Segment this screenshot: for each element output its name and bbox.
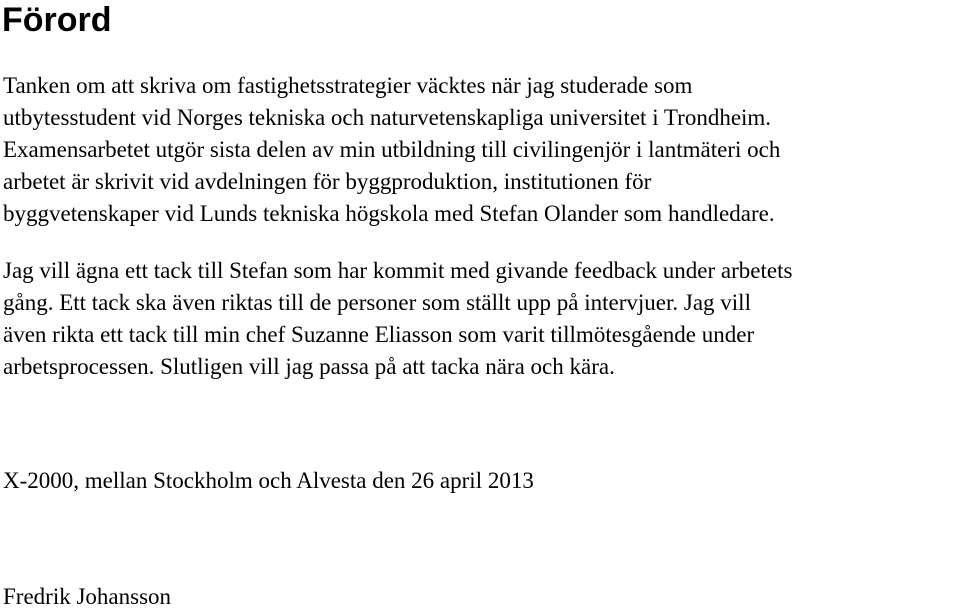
text-line: byggvetenskaper vid Lunds tekniska högskola med Stefan Olander som handledare. — [3, 201, 775, 226]
text-line: gång. Ett tack ska även riktas till de personer som ställt upp på intervjuer. Jag vill — [3, 290, 751, 315]
text-line: arbetsprocessen. Slutligen vill jag passa på att tacka nära och kära. — [3, 354, 615, 379]
text-line: arbetet är skrivit vid avdelningen för byggproduktion, institutionen för — [3, 169, 652, 194]
text-line: utbytesstudent vid Norges tekniska och naturvetenskapliga universitet i Trondheim. — [3, 105, 772, 130]
paragraph-thanks — [3, 255, 792, 383]
paragraph-intro — [3, 70, 780, 230]
text-line: Jag vill ägna ett tack till Stefan som har kommit med givande feedback under arbetets — [3, 258, 793, 283]
text-line: Examensarbetet utgör sista delen av min utbildning till civilingenjör i lantmäteri och — [3, 137, 781, 162]
page-title: Förord — [2, 1, 112, 39]
text-line: även rikta ett tack till min chef Suzanne Eliasson som varit tillmötesgående under — [3, 322, 755, 347]
text-line: Tanken om att skriva om fastighetsstrategier väcktes när jag studerade som — [3, 73, 693, 98]
author-name: Fredrik Johansson — [3, 584, 172, 609]
place-and-date: X-2000, mellan Stockholm och Alvesta den 26 april 2013 — [3, 468, 534, 493]
